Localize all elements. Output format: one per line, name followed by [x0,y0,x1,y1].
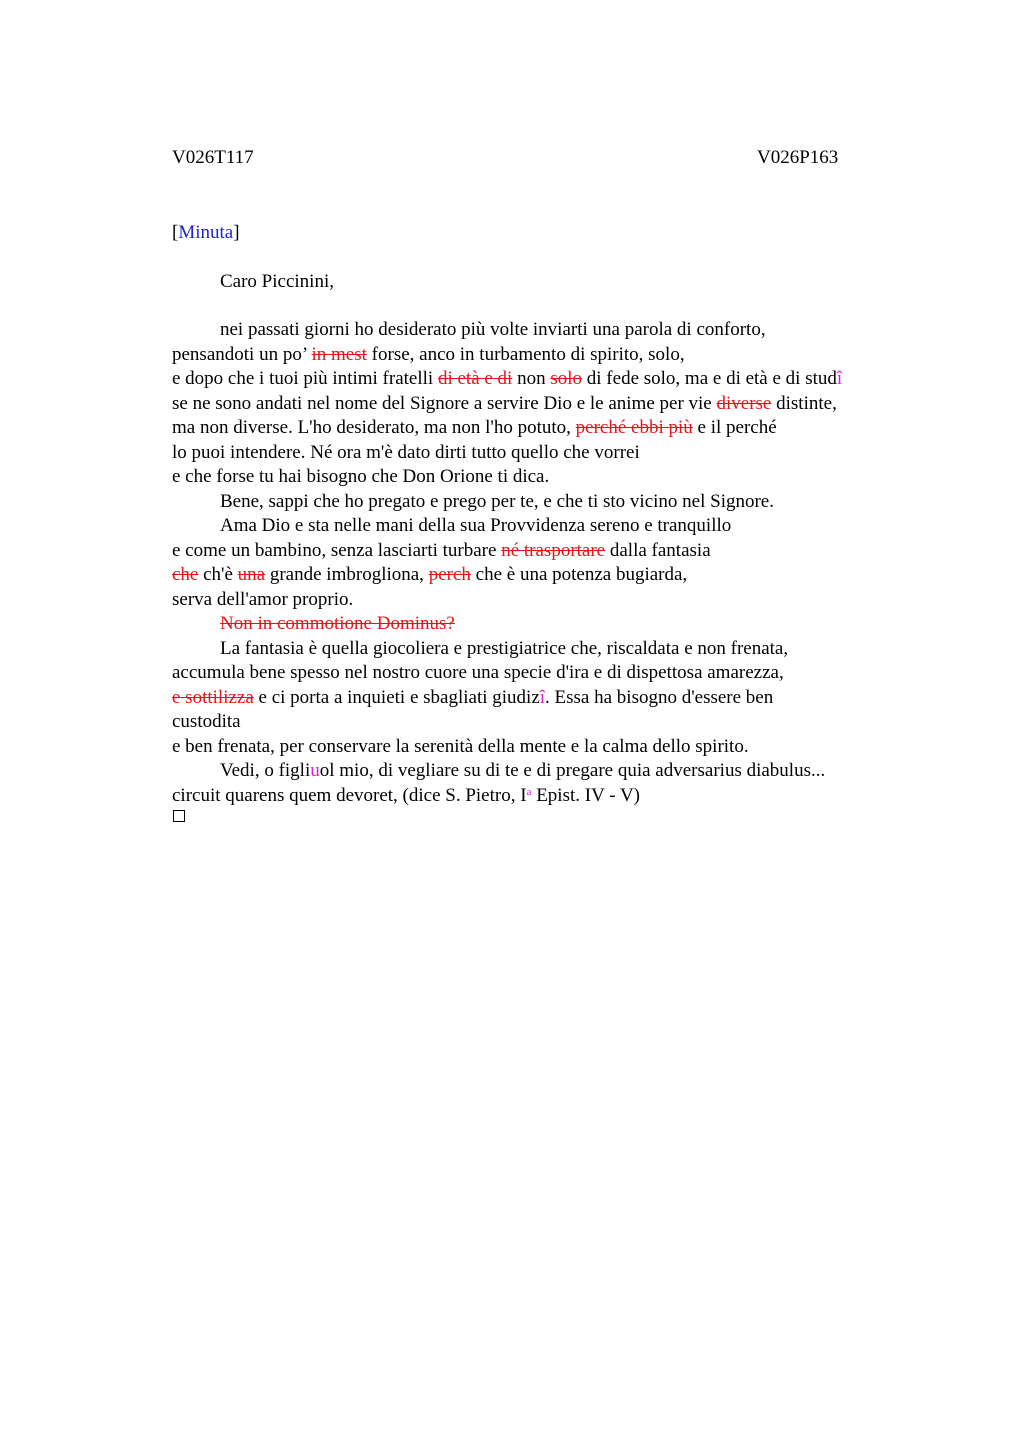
letter-line [172,416,932,441]
deleted-text: perch [428,564,471,585]
text-run: circuit quarens quem devoret, (dice S. Pietro, I [172,784,527,806]
text-run: di fede solo, ma e di età e di stud [582,368,837,389]
deleted-text: diverse [716,392,772,414]
draft-label-text: Minuta [178,222,234,243]
letter-line [172,686,932,711]
text-run: e dopo che i tuoi più intimi fratelli [172,368,438,389]
text-run: Vedi, o figli [220,760,311,781]
letter-line: Ama Dio e sta nelle mani della sua Provvidenza sereno e tranquillo [220,515,732,536]
letter-line [172,563,932,588]
letter-line: serva dell'amor proprio. [172,588,354,610]
letter-line [172,612,932,637]
letter-line: lo puoi intendere. Né ora m'è dato dirti tutto quello che vorrei [172,441,640,463]
document-code-left: V026T117 [172,147,254,168]
text-run: pensandoti un po’ [172,343,312,365]
text-run: grande imbrogliona, [265,564,429,585]
letter-line: e ben frenata, per conservare la serenità della mente e la calma dello spirito. [172,735,749,757]
text-run: se ne sono andati nel nome del Signore a servire Dio e le anime per vie [172,392,717,414]
deleted-text: perché ebbi più [575,417,693,438]
text-run: e ci porta a inquieti e sbagliati giudiz [253,686,540,708]
text-run: forse, anco in turbamento di spirito, solo, [366,343,685,365]
text-run: non [512,368,551,389]
letter-line [172,539,932,564]
letter-line [172,367,932,392]
deleted-text: Non in commotione Dominus? [220,613,455,634]
letter-line: nei passati giorni ho desiderato più volte inviarti una parola di conforto, [220,319,766,340]
document-code-right: V026P163 [757,147,839,168]
letter-line: Bene, sappi che ho pregato e prego per te, e che ti sto vicino nel Signore. [220,490,774,512]
text-run: ol mio, di vegliare su di te e di pregare quia adversarius diabulus... [319,760,826,781]
text-run: ma non diverse. L'ho desiderato, ma non l'ho potuto, [172,417,576,438]
letter-line: La fantasia è quella giocoliera e prestigiatrice che, riscaldata e non frenata, [220,637,789,659]
letter-line [172,343,932,368]
deleted-text: e sottilizza [172,686,254,708]
deleted-text: né trasportare [501,539,606,561]
text-run: dalla fantasia [605,539,711,561]
letter-body [172,318,932,808]
text-run: . Essa ha bisogno d'essere ben [545,686,774,708]
text-run: e come un bambino, senza lasciarti turbare [172,539,502,561]
draft-label-close-bracket: ] [233,222,240,243]
text-run: e il perché [692,417,777,438]
letter-greeting: Caro Piccinini, [220,271,334,292]
letter-line: e che forse tu hai bisogno che Don Orione ti dica. [172,466,550,487]
letter-line [172,784,932,809]
text-run: che è una potenza bugiarda, [470,564,688,585]
letter-line: accumula bene spesso nel nostro cuore una specie d'ira e di dispettosa amarezza, [172,662,784,683]
text-run: distinte, [771,392,837,414]
deleted-text: una [237,564,266,585]
deleted-text: solo [550,368,583,389]
added-superscript: a [526,785,532,798]
letter-line [172,759,932,784]
end-of-document-box-icon [173,810,185,822]
added-text: u [310,760,320,781]
deleted-text: di età e di [437,368,513,389]
letter-line [172,392,932,417]
text-run: Epist. IV - V) [531,784,640,806]
deleted-text: che [172,564,199,585]
draft-label [172,221,240,245]
draft-label-open-bracket: [ [172,222,179,243]
text-run: ch'è [198,564,238,585]
letter-line: custodita [172,711,241,732]
deleted-text: in mest [311,343,367,365]
added-text: î [539,686,546,708]
added-text: î [836,368,843,389]
